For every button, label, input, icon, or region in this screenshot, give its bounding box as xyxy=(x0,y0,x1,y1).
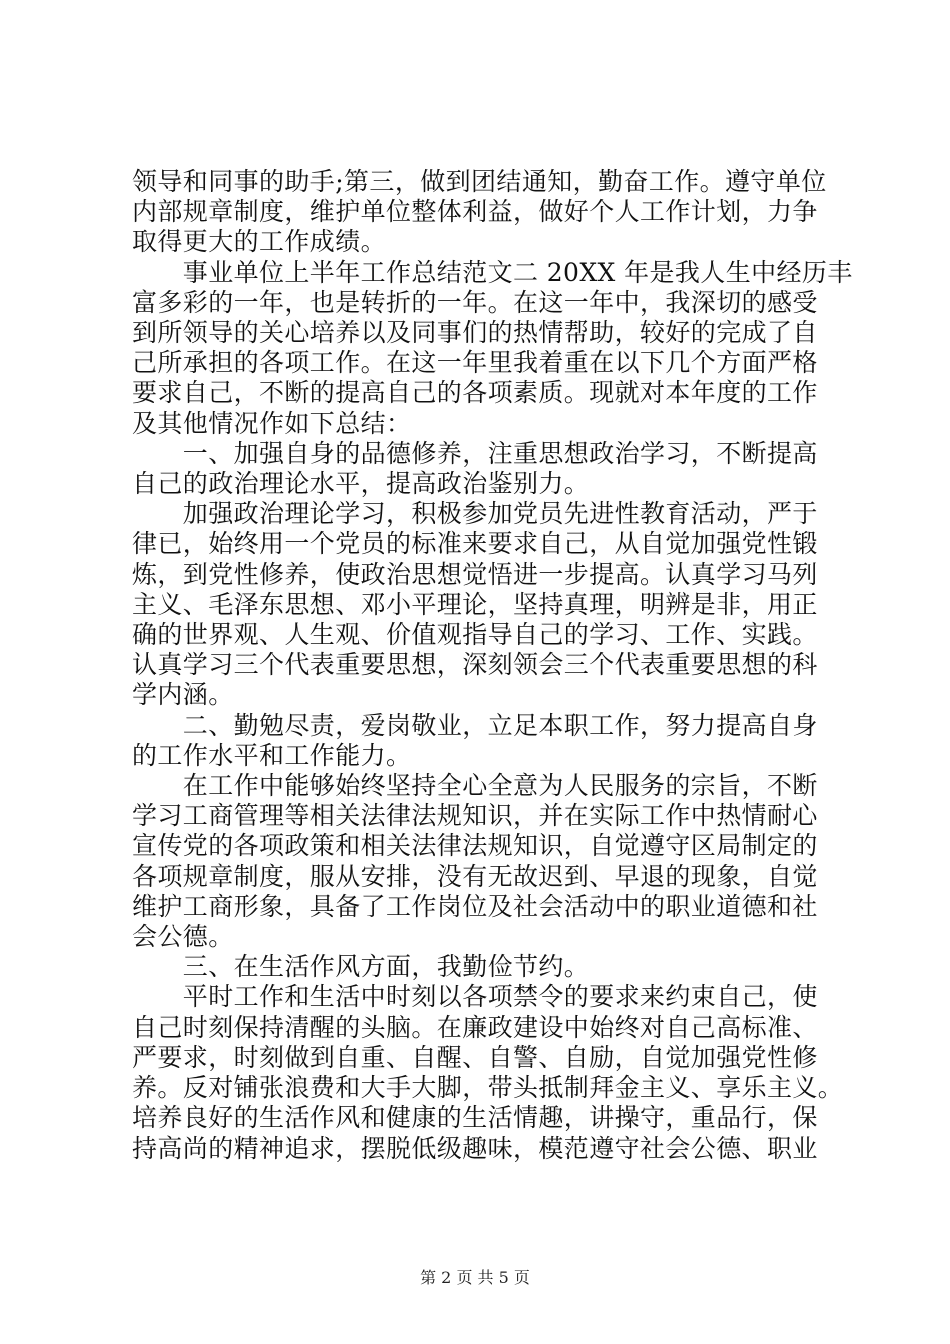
text-line: 自己时刻保持清醒的头脑。在廉政建设中始终对自己高标准、 xyxy=(132,1012,818,1042)
text-line: 炼，到党性修养，使政治思想觉悟进一步提高。认真学习马列 xyxy=(132,559,818,589)
text-line: 学内涵。 xyxy=(132,680,234,710)
text-line: 领导和同事的助手;第三，做到团结通知，勤奋工作。遵守单位 xyxy=(132,167,827,196)
text-line: 到所领导的关心培养以及同事们的热情帮助，较好的完成了自 xyxy=(132,318,818,348)
text-line: 自己的政治理论水平，提高政治鉴别力。 xyxy=(132,469,590,499)
text-line: 平时工作和生活中时刻以各项禁令的要求来约束自己，使 xyxy=(132,982,818,1012)
text-line: 三、在生活作风方面，我勤俭节约。 xyxy=(132,952,590,982)
text-line: 在工作中能够始终坚持全心全意为人民服务的宗旨，不断 xyxy=(132,771,818,801)
page-footer: 第 2 页 共 5 页 xyxy=(420,1268,530,1287)
document-body xyxy=(132,167,853,1164)
text-line: 及其他情况作如下总结： xyxy=(132,408,412,438)
text-line: 内部规章制度，维护单位整体利益，做好个人工作计划，力争 xyxy=(132,197,818,227)
text-line: 会公德。 xyxy=(132,922,234,952)
text-line: 一、加强自身的品德修养，注重思想政治学习，不断提高 xyxy=(132,438,818,468)
text-line: 培养良好的生活作风和健康的生活情趣，讲操守，重品行，保 xyxy=(132,1103,818,1133)
text-line: 持高尚的精神追求，摆脱低级趣味，模范遵守社会公德、职业 xyxy=(132,1133,818,1163)
text-line: 主义、毛泽东思想、邓小平理论，坚持真理，明辨是非，用正 xyxy=(132,589,818,619)
text-line: 要求自己，不断的提高自己的各项素质。现就对本年度的工作 xyxy=(132,378,818,408)
text-line: 学习工商管理等相关法律法规知识，并在实际工作中热情耐心 xyxy=(132,801,818,831)
text-line: 二、勤勉尽责，爱岗敬业，立足本职工作，努力提高自身 xyxy=(132,710,818,740)
text-line: 维护工商形象，具备了工作岗位及社会活动中的职业道德和社 xyxy=(132,891,818,921)
text-line: 确的世界观、人生观、价值观指导自己的学习、工作、实践。 xyxy=(132,620,818,650)
text-line: 己所承担的各项工作。在这一年里我着重在以下几个方面严格 xyxy=(132,348,818,378)
text-line: 养。反对铺张浪费和大手大脚，带头抵制拜金主义、享乐主义。 xyxy=(132,1073,844,1103)
text-line: 各项规章制度，服从安排，没有无故迟到、早退的现象，自觉 xyxy=(132,861,818,891)
text-line: 取得更大的工作成绩。 xyxy=(132,227,387,257)
text-line: 认真学习三个代表重要思想，深刻领会三个代表重要思想的科 xyxy=(132,650,818,680)
text-line: 加强政治理论学习，积极参加党员先进性教育活动，严于 xyxy=(132,499,818,529)
text-line: 严要求，时刻做到自重、自醒、自警、自励，自觉加强党性修 xyxy=(132,1042,818,1072)
text-line: 事业单位上半年工作总结范文二 20XX 年是我人生中经历丰 xyxy=(132,257,853,287)
text-line: 的工作水平和工作能力。 xyxy=(132,740,412,770)
text-line: 富多彩的一年，也是转折的一年。在这一年中，我深切的感受 xyxy=(132,287,818,317)
text-line: 律已，始终用一个党员的标准来要求自己，从自觉加强党性锻 xyxy=(132,529,818,559)
text-line: 宣传党的各项政策和相关法律法规知识，自觉遵守区局制定的 xyxy=(132,831,818,861)
